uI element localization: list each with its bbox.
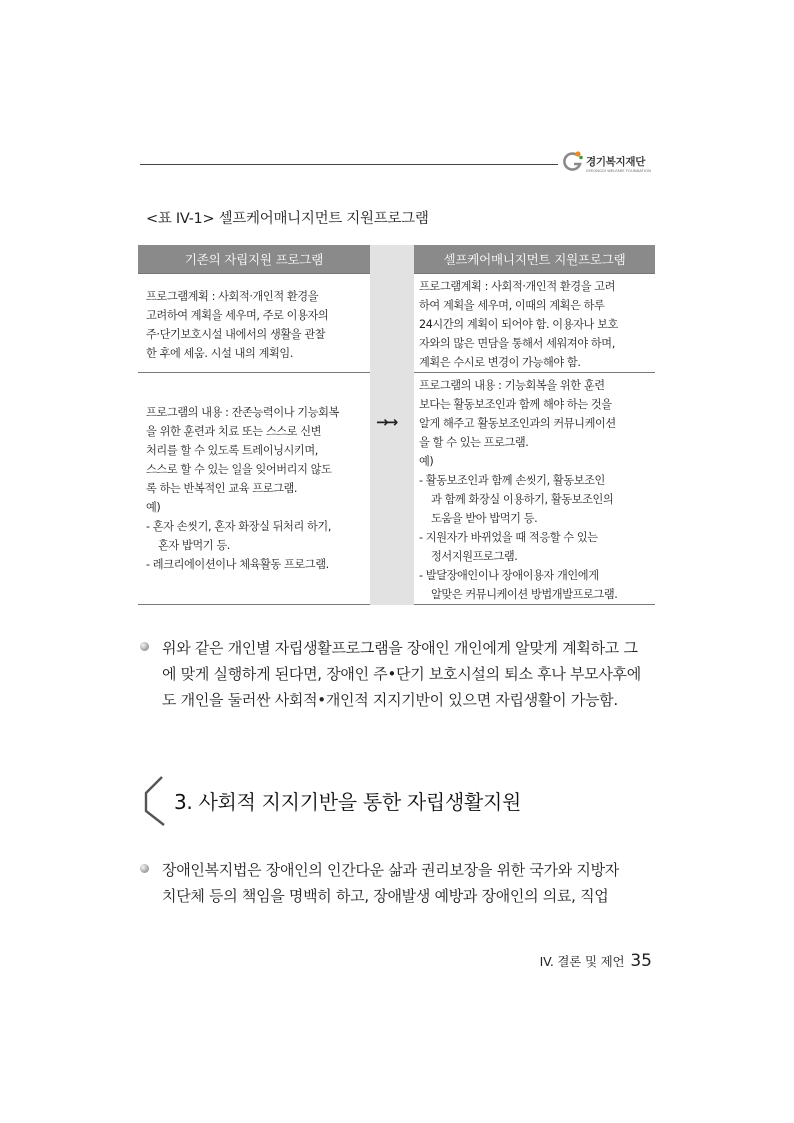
paragraph-law (140, 857, 619, 909)
table-rule (138, 372, 370, 373)
cell-line: - 혼자 손씻기, 혼자 화장실 뒤처리 하기, (146, 520, 331, 533)
cell-line: 프로그램계획 : 사회적·개인적 환경을 (146, 290, 319, 303)
double-arrow-icon: →→ (376, 413, 396, 431)
cell-line: 을 할 수 있는 프로그램. (419, 436, 529, 449)
table-rule (138, 273, 370, 274)
cell-line: 혼자 밥먹기 등. (158, 539, 230, 552)
cell-line: 자와의 많은 면담을 통해서 세워져야 하며, (419, 337, 615, 350)
table-cell-selfcare-content (419, 376, 617, 604)
cell-line: 24시간의 계획이 되어야 함. 이용자나 보호 (419, 318, 618, 331)
cell-line: 주·단기보호시설 내에서의 생활을 관찰 (146, 328, 326, 341)
foundation-logo-icon (562, 150, 584, 172)
logo-name: 경기복지재단 (586, 156, 646, 168)
footer-chapter: IV. 결론 및 제언 (539, 954, 625, 969)
cell-line: 보다는 활동보조인과 함께 해야 하는 것을 (419, 398, 612, 411)
paragraph-summary (140, 635, 641, 713)
paragraph-line: 장애인복지법은 장애인의 인간다운 삶과 권리보장을 위한 국가와 지방자 (162, 861, 619, 879)
logo-subtitle: GYEONGGI WELFARE FOUNDATION (586, 169, 651, 173)
paragraph-line: 도 개인을 둘러싼 사회적•개인적 지지기반이 있으면 자립생활이 가능함. (162, 691, 618, 709)
table-header-selfcare: 셀프케어매니지먼트 지원프로그램 (414, 245, 655, 273)
comparison-table (138, 245, 655, 605)
cell-line: - 활동보조인과 함께 손씻기, 활동보조인 (419, 474, 605, 487)
page-number: 35 (630, 951, 652, 971)
cell-line: 계획은 수시로 변경이 가능해야 함. (419, 356, 581, 369)
cell-line: 처리를 할 수 있도록 트레이닝시키며, (146, 444, 318, 457)
cell-line: 을 위한 훈련과 치료 또는 스스로 신변 (146, 425, 322, 438)
table-cell-existing-content (146, 403, 339, 574)
page-footer (540, 951, 652, 971)
cell-line: 프로그램의 내용 : 기능회복을 위한 훈련 (419, 379, 605, 392)
table-rule (414, 372, 655, 373)
header-rule (140, 164, 558, 165)
foundation-logo (562, 150, 662, 180)
cell-line: 스스로 할 수 있는 일을 잊어버리지 않도 (146, 463, 332, 476)
table-rule (138, 604, 370, 605)
cell-line: 알게 해주고 활동보조인과의 커뮤니케이션 (419, 417, 616, 430)
cell-line: 프로그램의 내용 : 잔존능력이나 기능회복 (146, 406, 339, 419)
table-header-existing: 기존의 자립지원 프로그램 (138, 245, 370, 273)
table-rule (414, 273, 655, 274)
cell-line: 예) (146, 501, 161, 514)
cell-line: 과 함께 화장실 이용하기, 활동보조인의 (431, 493, 614, 506)
paragraph-line: 위와 같은 개인별 자립생활프로그램을 장애인 개인에게 알맞게 계획하고 그 (162, 639, 638, 657)
cell-line: 프로그램계획 : 사회적·개인적 환경을 고려 (419, 280, 616, 293)
paragraph-line: 치단체 등의 책임을 명백히 하고, 장애발생 예방과 장애인의 의료, 직업 (162, 887, 609, 905)
section-title: 3. 사회적 지지기반을 통한 자립생활지원 (174, 790, 522, 814)
cell-line: 알맞은 커뮤니케이션 방법개발프로그램. (431, 588, 618, 601)
cell-line: 한 후에 세움. 시설 내의 계획임. (146, 347, 293, 360)
cell-line: - 발달장애인이나 장애이용자 개인에게 (419, 569, 599, 582)
cell-line: 정서지원프로그램. (431, 550, 518, 563)
paragraph-line: 에 맞게 실행하게 된다면, 장애인 주•단기 보호시설의 퇴소 후나 부모사후에 (162, 665, 641, 683)
table-rule (414, 604, 655, 605)
table-caption: <표 IV-1> 셀프케어매니지먼트 지원프로그램 (146, 211, 429, 227)
bullet-icon (140, 635, 162, 661)
bullet-icon (140, 857, 162, 883)
cell-line: - 지원자가 바뀌었을 때 적응할 수 있는 (419, 531, 598, 544)
cell-line: 고려하여 계획을 세우며, 주로 이용자의 (146, 309, 329, 322)
table-cell-selfcare-plan (419, 277, 618, 372)
table-cell-existing-plan (146, 287, 328, 363)
cell-line: 예) (419, 455, 434, 468)
cell-line: 하여 계획을 세우며, 이때의 계획은 하루 (419, 299, 605, 312)
cell-line: 도움을 받아 밥먹기 등. (431, 512, 538, 525)
cell-line: 록 하는 반복적인 교육 프로그램. (146, 482, 298, 495)
cell-line: - 레크리에이션이나 체육활동 프로그램. (146, 558, 329, 571)
